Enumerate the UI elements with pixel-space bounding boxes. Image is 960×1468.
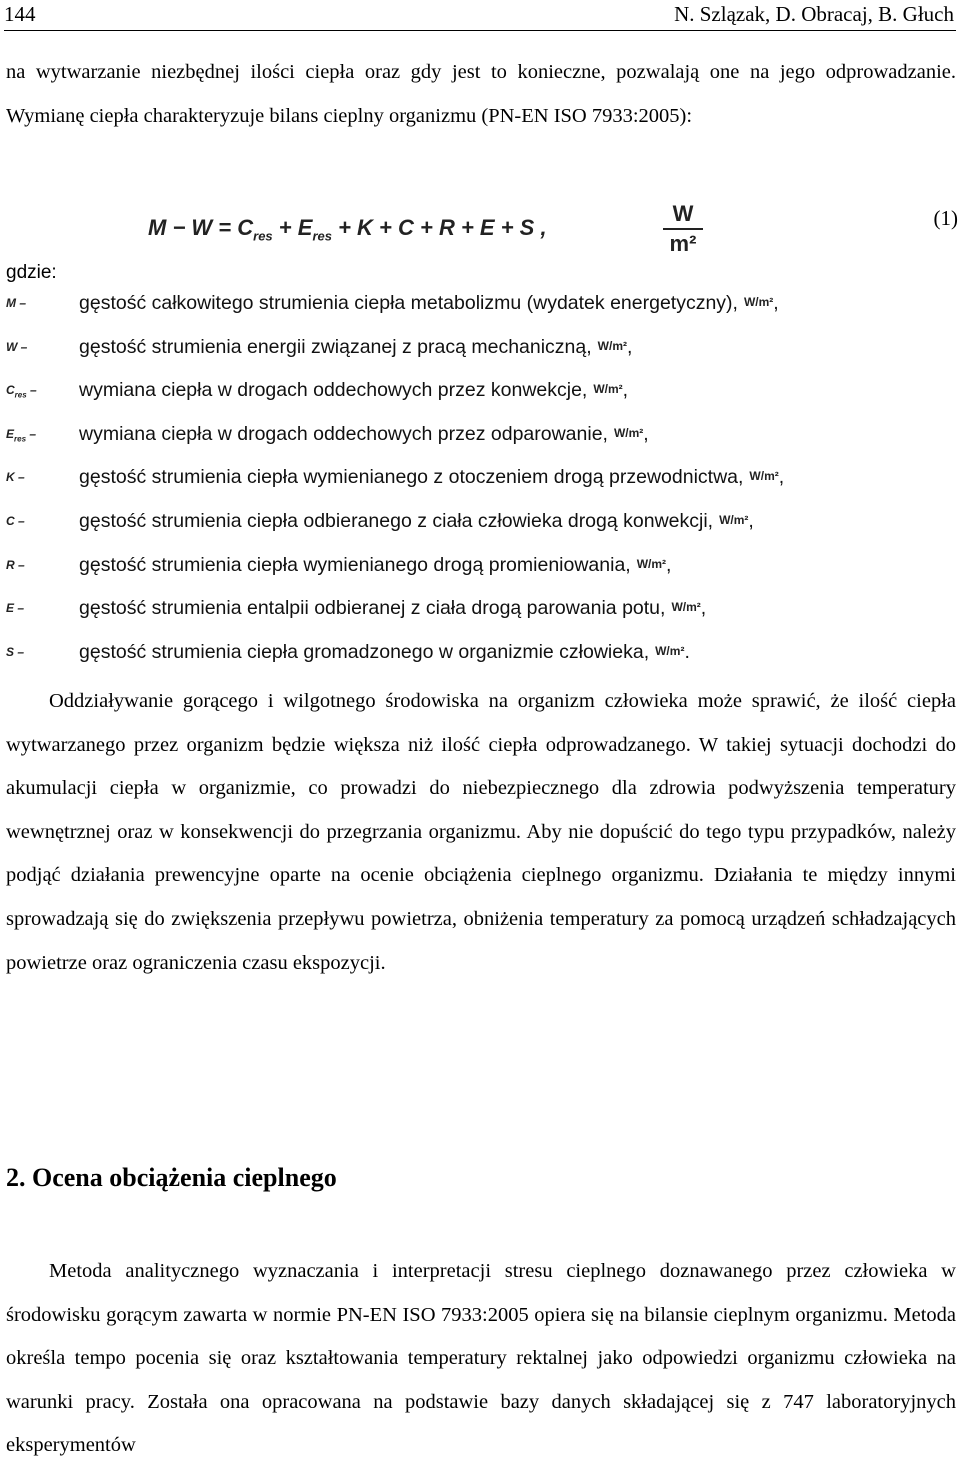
equation-lhs: M − W = [148,215,238,240]
equation-c-res: C [237,215,254,240]
definition-description [79,510,754,533]
symbol-letter: M – [6,296,27,310]
definition-symbol [6,296,26,310]
definition-text: wymiana ciepła w drogach oddechowych przez konwekcje, [79,379,588,402]
heat-balance-equation [148,215,547,259]
definition-item [0,421,960,465]
definition-unit: W/m² [636,556,667,571]
definition-text: gęstość strumienia ciepła odbieranego z ciała człowieka drogą konwekcji, [79,509,714,532]
definition-symbol [6,427,36,443]
symbol-subscript: res [14,434,27,444]
definition-symbol [6,514,25,528]
body-paragraph-2 [6,1250,956,1468]
running-header [4,2,956,31]
definition-text: gęstość strumienia entalpii odbieranej z ciała drogą parowania potu, [79,597,666,620]
equation-unit-fraction [663,202,703,256]
body-paragraph-1-text: Oddziaływanie gorącego i wilgotnego środowiska na organizm człowieka może sprawić, że ilość ciepła wytwarzanego przez organizm będzie większa niż ilość ciepła odprowadzanego. W takiej sytuacji dochodzi do akumulacji ciepła w organizmie, co prowadzi do niebezpiecznego dla zdrowia podwyższenia temperatury wewnętrznej oraz w konsekwencji do przegrzania organizmu. Aby nie dopuścić do tego typu przypadków, należy podjąć działania prewencyjne oparte na ocenie obciążenia cieplnego organizmu. Działania te między innymi sprowadzają się do zwiększenia przepływu powietrza, obniżenia temperatury za pomocą urządzeń schładzających powietrze oraz ograniczenia czasu ekspozycji. [6,690,956,974]
definition-punctuation: , [643,422,649,445]
equation-rest: + K + C + R + E + S , [331,215,547,240]
definition-item [0,464,960,508]
definition-unit: W/m² [671,600,701,615]
equation-unit-denominator: m² [669,231,697,256]
symbol-letter: S – [6,644,25,659]
definition-description [79,597,706,620]
symbol-letter: R – [6,557,25,572]
definition-symbol [6,558,25,572]
symbol-letter: K – [6,470,25,485]
definition-symbol [6,470,25,484]
definition-symbol [6,645,24,659]
definition-item [0,639,960,683]
definition-item [0,334,960,378]
equation-e-res-subscript: res [312,228,332,244]
definition-text: gęstość strumienia ciepła wymienianego z otoczeniem drogą przewodnictwa, [79,466,744,489]
definition-description [79,641,690,664]
symbol-subscript: res [14,390,27,400]
symbol-dash: – [26,383,37,398]
section-title: 2. Ocena obciążenia cieplnego [6,1163,337,1192]
definition-unit: W/m² [655,643,685,658]
definition-description [79,466,784,489]
definition-description [79,379,628,402]
definition-punctuation: , [666,553,672,576]
definition-unit: W/m² [743,295,774,309]
definition-item [0,290,960,334]
equation-number: (1) [933,206,958,230]
definition-symbol [6,340,27,354]
definition-unit: W/m² [719,512,749,527]
intro-paragraph: na wytwarzanie niezbędnej ilości ciepła oraz gdy jest to konieczne, pozwalają one na jego odprowadzanie. Wymianę ciepła charakteryzuje bilans cieplny organizmu (PN-EN ISO 7933:2005): [6,61,956,127]
body-paragraph-2-text: Metoda analitycznego wyznaczania i interpretacji stresu cieplnego doznawanego przez człowieka w środowisku gorącym zawarta w normie PN-EN ISO 7933:2005 opiera się na bilansie cieplnym organizmu. Metoda określa tempo pocenia się oraz kształtowania temperatury rektalnej jako odpowiedzi organizmu człowieka na warunki pracy. Została ona opracowana na podstawie bazy danych składającej się z 747 laboratoryjnych eksperymentów [6,1260,956,1457]
fraction-bar [663,228,703,230]
definition-text: wymiana ciepła w drogach oddechowych przez odparowanie, [79,422,608,445]
symbol-letter: E – [6,601,25,616]
definition-description [79,292,779,315]
definition-unit: W/m² [613,425,644,440]
equation-c-res-subscript: res [253,228,273,244]
definition-symbol [6,601,24,615]
definition-unit: W/m² [749,469,779,484]
definition-description [79,554,671,577]
symbol-dash: – [26,426,37,441]
body-paragraph-1 [6,680,956,985]
equation-e-res: E [297,215,313,240]
running-header-authors: N. Szlązak, D. Obracaj, B. Głuch [674,2,954,26]
definition-unit: W/m² [597,338,627,353]
definition-item [0,508,960,552]
definition-punctuation: , [748,509,754,532]
definition-punctuation: , [700,597,707,620]
symbol-letter: E [6,426,15,441]
definition-description [79,336,632,359]
definition-text: gęstość strumienia ciepła gromadzonego w organizmie człowieka, [79,640,650,663]
definition-punctuation: , [773,292,779,314]
definition-item [0,552,960,596]
definition-punctuation: , [778,466,785,489]
definition-item [0,377,960,421]
definition-symbol [6,383,37,399]
symbol-letter: C – [6,513,25,528]
definition-unit: W/m² [593,382,623,397]
page-number: 144 [4,2,36,26]
definition-punctuation: , [627,335,633,358]
definition-punctuation: , [622,379,629,402]
definition-description [79,423,649,446]
definition-text: gęstość całkowitego strumienia ciepła metabolizmu (wydatek energetyczny), [79,292,738,314]
symbol-letter: C [6,383,15,398]
definition-punctuation: . [684,640,690,663]
where-label: gdzie: [6,262,57,283]
equation-plus: + [272,215,298,240]
definition-text: gęstość strumienia energii związanej z pracą mechaniczną, [79,335,592,358]
symbol-letter: W – [6,339,28,354]
symbol-definitions-list [0,290,960,682]
equation-unit-numerator: W [672,201,694,226]
definition-item [0,595,960,639]
definition-text: gęstość strumienia ciepła wymienianego drogą promieniowania, [79,553,631,576]
